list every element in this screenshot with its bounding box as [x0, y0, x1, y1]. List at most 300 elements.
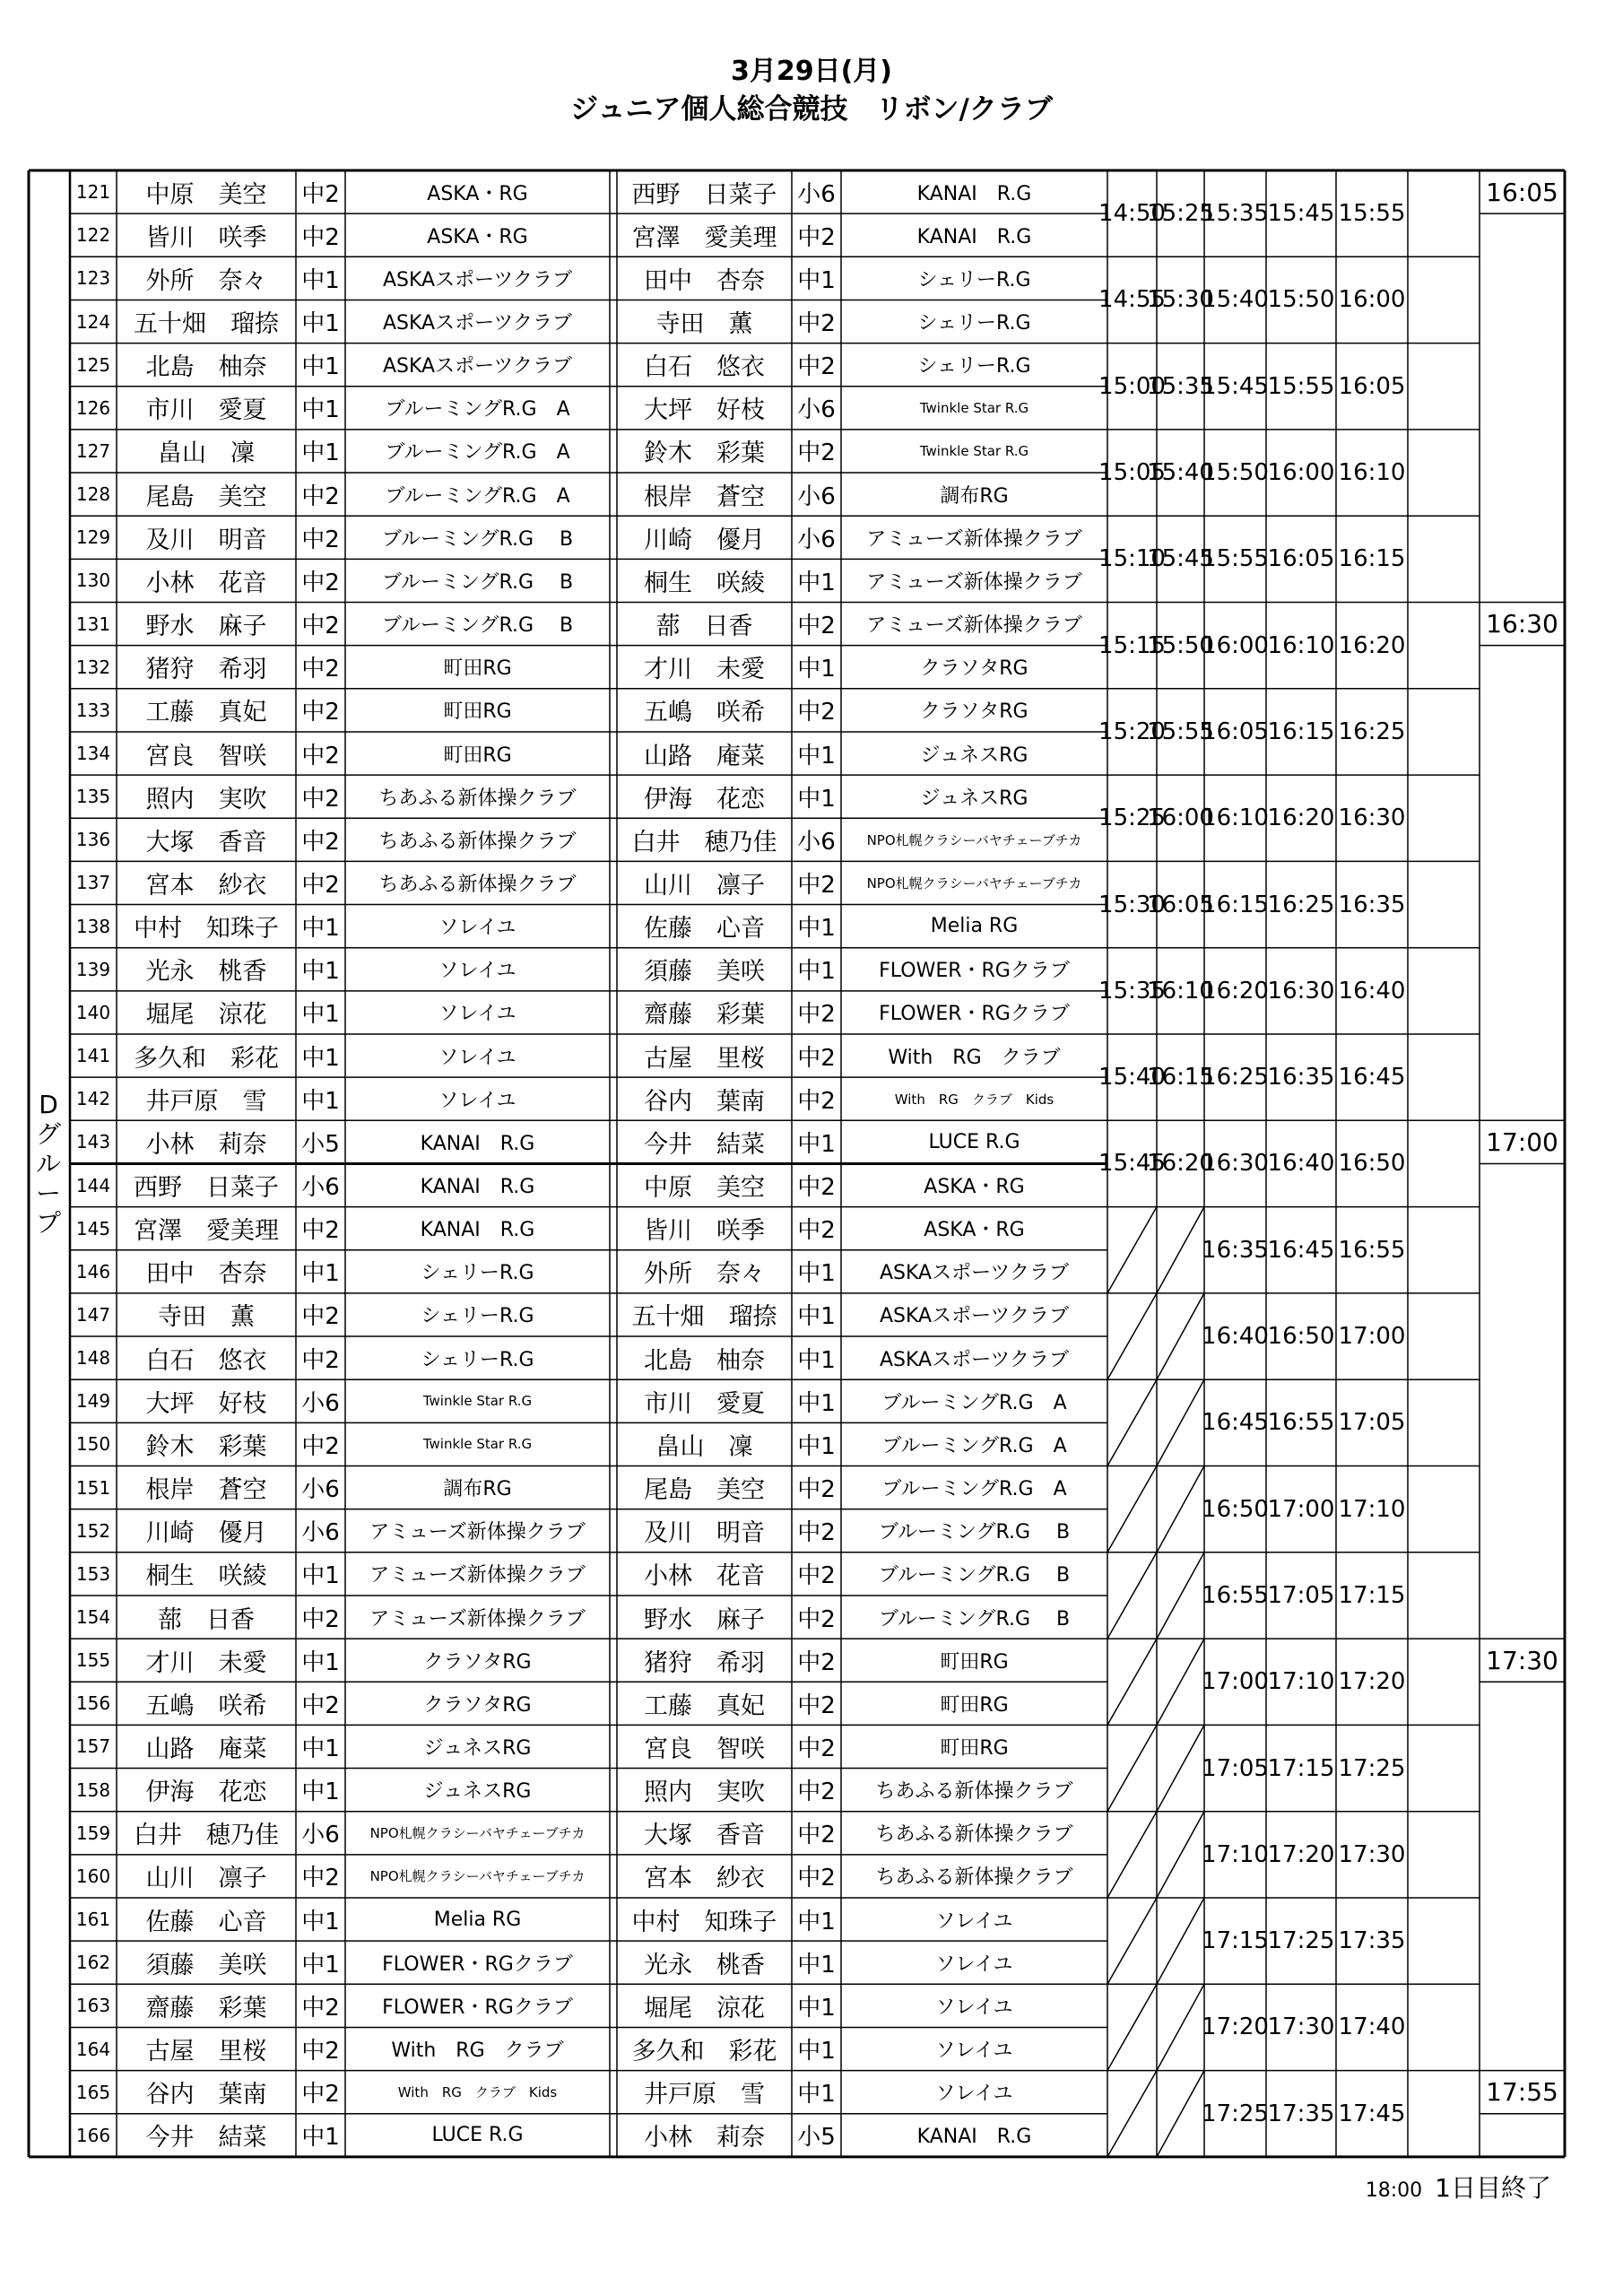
slot-time: 17:30	[1338, 1840, 1406, 1868]
athlete-name: 宮本 紗衣	[644, 1865, 765, 1893]
empty-cell-slash	[1107, 1207, 1157, 1293]
grade: 中1	[301, 915, 340, 943]
entry-number: 161	[75, 1909, 111, 1931]
athlete-name: 皆川 咲季	[145, 223, 267, 252]
slot-time: 17:25	[1267, 1927, 1335, 1955]
club-name: クラソタRG	[423, 1650, 532, 1674]
athlete-name: 宮良 智咲	[644, 1735, 765, 1763]
grade: 中2	[301, 871, 340, 899]
club-name: Twinkle Star R.G	[422, 1436, 533, 1453]
grade: 中2	[301, 1432, 340, 1460]
group-label-char: プ	[36, 1208, 62, 1238]
grade: 中1	[797, 1303, 836, 1331]
slot-time: 15:55	[1267, 372, 1335, 400]
club-name: ソレイユ	[935, 1909, 1013, 1933]
club-name: ちあふる新体操クラブ	[875, 1823, 1073, 1847]
athlete-name: 古屋 里桜	[145, 2038, 267, 2066]
grade: 中2	[797, 613, 836, 640]
grade: 中1	[301, 1648, 340, 1676]
athlete-name: 北島 柚奈	[644, 1346, 765, 1375]
club-name: ブルーミングR.G B	[381, 614, 574, 638]
club-name: ブルーミングR.G A	[385, 398, 570, 422]
club-name: With RG クラブ	[391, 2039, 564, 2062]
club-name: ASKAスポーツクラブ	[382, 355, 572, 378]
athlete-name: 佐藤 心音	[644, 915, 765, 944]
slot-time: 15:45	[1202, 372, 1269, 400]
athlete-name: 山路 庵菜	[644, 742, 765, 770]
slot-time: 15:55	[1338, 200, 1406, 228]
club-name: 町田RG	[443, 657, 512, 681]
slot-time: 16:00	[1147, 804, 1214, 832]
slot-time: 15:05	[1098, 459, 1166, 487]
grade: 中2	[797, 223, 836, 251]
group-label-char: ル	[36, 1149, 62, 1178]
grade: 中2	[797, 1044, 836, 1072]
block-time: 17:30	[1486, 1645, 1558, 1675]
athlete-name: 外所 奈々	[644, 1260, 765, 1289]
grade: 中2	[301, 656, 340, 683]
athlete-name: 中村 知珠子	[134, 915, 279, 944]
day-end-note	[1366, 2169, 1551, 2205]
grade: 中2	[797, 1519, 836, 1547]
group-label-char: D	[39, 1090, 58, 1119]
club-name: 町田RG	[443, 700, 512, 724]
slot-time: 15:10	[1098, 545, 1166, 573]
block-time: 16:30	[1486, 609, 1558, 639]
athlete-name: 照内 実吹	[644, 1779, 765, 1807]
athlete-name: 白石 悠衣	[644, 353, 765, 382]
grade: 中2	[301, 2081, 340, 2109]
entry-number: 156	[75, 1692, 111, 1715]
grade: 中2	[301, 1346, 340, 1374]
grade: 小5	[797, 2124, 836, 2152]
slot-time: 16:15	[1338, 545, 1406, 573]
grade: 中2	[301, 1994, 340, 2022]
club-name: ちあふる新体操クラブ	[378, 830, 577, 853]
club-name: Twinkle Star R.G	[422, 1393, 533, 1410]
entry-number: 166	[75, 2124, 111, 2146]
slot-time: 15:55	[1147, 718, 1214, 745]
athlete-name: 工藤 真妃	[644, 1692, 765, 1720]
club-name: ジュネスRG	[920, 744, 1028, 767]
slot-time: 17:20	[1202, 2013, 1269, 2041]
athlete-name: 白井 穂乃佳	[631, 828, 777, 857]
slot-time: 17:00	[1338, 1323, 1406, 1351]
grade: 中1	[301, 1908, 340, 1935]
empty-cell-slash	[1107, 2071, 1157, 2157]
entry-number: 133	[75, 699, 111, 721]
entry-number: 159	[75, 1822, 111, 1844]
grade: 中2	[797, 1822, 836, 1849]
athlete-name: 市川 愛夏	[145, 396, 267, 425]
athlete-name: 大坪 好枝	[145, 1389, 267, 1418]
athlete-name: 野水 麻子	[145, 613, 267, 641]
athlete-name: 光永 桃香	[644, 1951, 765, 1979]
athlete-name: 中原 美空	[644, 1174, 765, 1202]
slot-time: 16:55	[1338, 1236, 1406, 1264]
grade: 中1	[797, 1130, 836, 1158]
slot-time: 16:45	[1338, 1064, 1406, 1091]
slot-time: 15:25	[1147, 200, 1214, 228]
athlete-name: 工藤 真妃	[145, 699, 267, 727]
slot-time: 16:20	[1338, 631, 1406, 659]
slot-time: 16:55	[1267, 1409, 1335, 1437]
slot-time: 17:00	[1202, 1668, 1269, 1696]
athlete-name: 宮澤 愛美理	[631, 223, 777, 252]
club-name: ASKAスポーツクラブ	[382, 268, 572, 291]
club-name: ブルーミングR.G A	[385, 484, 570, 508]
grade: 中2	[797, 1087, 836, 1115]
entry-number: 164	[75, 2038, 111, 2060]
slot-time: 17:10	[1267, 1668, 1335, 1696]
athlete-name: 須藤 美咲	[145, 1951, 267, 1979]
athlete-name: 五十畑 瑠捺	[631, 1303, 777, 1332]
athlete-name: 鈴木 彩葉	[644, 439, 765, 468]
club-name: ソレイユ	[935, 1996, 1013, 2019]
athlete-name: 五嶋 咲希	[644, 699, 765, 727]
grade: 中1	[797, 1432, 836, 1460]
club-name: シェリーR.G	[421, 1305, 534, 1328]
club-name: ちあふる新体操クラブ	[875, 1780, 1073, 1804]
athlete-name: 中村 知珠子	[631, 1908, 777, 1936]
athlete-name: 田中 杏奈	[644, 266, 765, 295]
club-name: With RG クラブ	[888, 1046, 1061, 1069]
entry-number: 140	[75, 1001, 111, 1023]
slot-time: 17:20	[1338, 1668, 1406, 1696]
slot-time: 17:30	[1267, 2013, 1335, 2041]
grade: 中1	[301, 396, 340, 424]
grade: 中1	[797, 1951, 836, 1979]
slot-time: 16:50	[1338, 1150, 1406, 1178]
club-name: ブルーミングR.G B	[878, 1607, 1071, 1631]
club-name: FLOWER・RGクラブ	[382, 1952, 573, 1976]
grade: 中1	[797, 1346, 836, 1374]
club-name: KANAI R.G	[916, 182, 1032, 205]
slot-time: 16:25	[1202, 1064, 1269, 1091]
grade: 小6	[797, 180, 836, 208]
grade: 小6	[301, 1174, 340, 1201]
entry-number: 134	[75, 743, 111, 764]
club-name: Twinkle Star R.G	[919, 442, 1029, 459]
slot-time: 16:40	[1202, 1323, 1269, 1351]
slot-time: 17:25	[1338, 1754, 1406, 1782]
slot-time: 16:10	[1202, 804, 1269, 832]
slot-time: 16:55	[1202, 1581, 1269, 1609]
grade: 中2	[797, 871, 836, 899]
club-name: KANAI R.G	[420, 1176, 535, 1198]
club-name: ASKAスポーツクラブ	[382, 312, 572, 335]
athlete-name: 畠山 凜	[655, 1432, 753, 1461]
grade: 中2	[301, 526, 340, 553]
athlete-name: 山路 庵菜	[145, 1735, 267, 1763]
club-name: ジュネスRG	[423, 1780, 532, 1804]
slot-time: 17:15	[1338, 1581, 1406, 1609]
group-label	[36, 1090, 61, 1238]
slot-time: 17:35	[1338, 1927, 1406, 1955]
grade: 中2	[797, 439, 836, 467]
slot-time: 16:35	[1267, 1064, 1335, 1091]
slot-time: 15:45	[1098, 1150, 1166, 1178]
entry-number: 158	[75, 1779, 111, 1801]
athlete-name: 白石 悠衣	[145, 1346, 267, 1375]
club-name: ASKA・RG	[924, 1219, 1025, 1242]
club-name: ASKA・RG	[924, 1176, 1025, 1198]
athlete-name: 谷内 葉南	[644, 1087, 765, 1116]
empty-cell-slash	[1107, 1725, 1157, 1811]
entry-number: 145	[75, 1217, 111, 1239]
block-time: 17:00	[1486, 1126, 1558, 1157]
club-name: NPO札幌クラシーバヤチェーブチカ	[866, 831, 1082, 848]
slot-time: 15:40	[1202, 286, 1269, 314]
entry-number: 122	[75, 224, 111, 247]
slot-time: 17:00	[1267, 1495, 1335, 1523]
athlete-name: 川崎 優月	[644, 526, 765, 554]
grade: 小5	[301, 1130, 340, 1158]
grade: 中1	[301, 1779, 340, 1806]
grade: 中2	[301, 613, 340, 640]
slot-time: 15:50	[1202, 459, 1269, 487]
club-name: FLOWER・RGクラブ	[879, 960, 1070, 983]
club-name: アミューズ新体操クラブ	[369, 1564, 586, 1587]
club-name: ちあふる新体操クラブ	[875, 1866, 1073, 1890]
athlete-name: 白井 穂乃佳	[134, 1822, 279, 1850]
slot-time: 15:55	[1202, 545, 1269, 573]
slot-time: 17:45	[1338, 2100, 1406, 2127]
athlete-name: 古屋 里桜	[644, 1044, 765, 1073]
slot-time: 17:40	[1338, 2013, 1406, 2041]
grade: 中1	[301, 1735, 340, 1762]
club-name: アミューズ新体操クラブ	[866, 570, 1082, 594]
slot-time: 15:30	[1098, 891, 1166, 918]
slot-time: 15:00	[1098, 372, 1166, 400]
athlete-name: 宮良 智咲	[145, 742, 267, 770]
athlete-name: 田中 杏奈	[145, 1260, 267, 1289]
athlete-name: 根岸 蒼空	[145, 1476, 267, 1505]
entry-number: 143	[75, 1131, 111, 1153]
grade: 中1	[797, 1908, 836, 1935]
end-time: 18:00	[1365, 2179, 1423, 2202]
grade: 中2	[301, 569, 340, 596]
slot-time: 16:15	[1202, 891, 1269, 918]
grade: 中1	[797, 958, 836, 986]
grade: 中2	[797, 1217, 836, 1245]
club-name: KANAI R.G	[420, 1132, 535, 1155]
empty-cell-slash	[1157, 1293, 1204, 1379]
club-name: アミューズ新体操クラブ	[369, 1521, 586, 1544]
slot-time: 15:35	[1147, 372, 1214, 400]
grade: 小6	[797, 526, 836, 553]
slot-time: 16:40	[1338, 977, 1406, 1004]
slot-time: 15:35	[1202, 200, 1269, 228]
entry-number: 157	[75, 1735, 111, 1758]
slot-time: 16:35	[1338, 891, 1406, 918]
grade: 中1	[797, 569, 836, 596]
entry-number: 127	[75, 439, 111, 462]
grade: 中1	[301, 1087, 340, 1115]
entry-number: 141	[75, 1045, 111, 1067]
slot-time: 16:05	[1147, 891, 1214, 918]
slot-time: 15:40	[1147, 459, 1214, 487]
athlete-name: 才川 未愛	[644, 656, 765, 684]
club-name: FLOWER・RGクラブ	[879, 1003, 1070, 1026]
block-time: 17:55	[1486, 2077, 1558, 2108]
club-name: FLOWER・RGクラブ	[382, 1996, 573, 2019]
club-name: ソレイユ	[935, 2039, 1013, 2062]
slot-time: 16:15	[1147, 1064, 1214, 1091]
slot-time: 16:15	[1267, 718, 1335, 745]
slot-time: 15:15	[1098, 631, 1166, 659]
grade: 中2	[797, 310, 836, 337]
slot-time: 15:40	[1098, 1064, 1166, 1091]
club-name: ソレイユ	[438, 960, 516, 983]
slot-time: 16:20	[1147, 1150, 1214, 1178]
athlete-name: 大坪 好枝	[644, 396, 765, 425]
entry-number: 155	[75, 1649, 111, 1672]
club-name: Melia RG	[930, 915, 1019, 938]
athlete-name: 川崎 優月	[145, 1519, 267, 1548]
slot-time: 15:50	[1267, 286, 1335, 314]
club-name: ソレイユ	[438, 1003, 516, 1026]
club-name: KANAI R.G	[420, 1219, 535, 1242]
athlete-name: 才川 未愛	[145, 1648, 267, 1677]
club-name: ジュネスRG	[920, 787, 1028, 810]
athlete-name: 野水 麻子	[644, 1605, 765, 1634]
slot-time: 16:25	[1338, 718, 1406, 745]
athlete-name: 伊海 花恋	[145, 1779, 267, 1807]
entry-number: 150	[75, 1433, 111, 1456]
grade: 中1	[797, 1389, 836, 1417]
entry-number: 162	[75, 1952, 111, 1974]
club-name: アミューズ新体操クラブ	[866, 527, 1082, 551]
athlete-name: 及川 明音	[644, 1519, 765, 1548]
club-name: NPO札幌クラシーバヤチェーブチカ	[866, 874, 1082, 891]
slot-time: 16:00	[1338, 286, 1406, 314]
group-label-char: ー	[36, 1178, 62, 1208]
club-name: LUCE R.G	[431, 2124, 524, 2147]
grade: 中2	[797, 1735, 836, 1762]
slot-time: 16:45	[1202, 1409, 1269, 1437]
grade: 中1	[797, 1260, 836, 1288]
club-name: 町田RG	[940, 1736, 1009, 1760]
athlete-name: 及川 明音	[145, 526, 267, 554]
entry-number: 128	[75, 483, 111, 506]
slot-time: 16:05	[1202, 718, 1269, 745]
club-name: クラソタRG	[920, 657, 1028, 681]
athlete-name: 中原 美空	[145, 180, 267, 209]
club-name: ちあふる新体操クラブ	[378, 873, 577, 896]
entry-number: 148	[75, 1347, 111, 1370]
club-name: Melia RG	[433, 1908, 522, 1931]
slot-time: 16:10	[1338, 459, 1406, 487]
athlete-name: 蔀 日香	[158, 1605, 255, 1634]
athlete-name: 桐生 咲綾	[145, 1562, 267, 1591]
grade: 中2	[301, 828, 340, 856]
athlete-name: 桐生 咲綾	[644, 569, 765, 597]
athlete-name: 鈴木 彩葉	[145, 1432, 267, 1461]
slot-time: 17:35	[1267, 2100, 1335, 2127]
athlete-name: 小林 花音	[145, 569, 267, 597]
slot-time: 16:05	[1267, 545, 1335, 573]
club-name: ソレイユ	[438, 917, 516, 940]
slot-time: 16:00	[1267, 459, 1335, 487]
slot-time: 17:15	[1202, 1927, 1269, 1955]
slot-time: 16:05	[1338, 372, 1406, 400]
empty-cell-slash	[1157, 1466, 1204, 1552]
grade: 中1	[797, 915, 836, 943]
group-label-char: グ	[36, 1119, 62, 1149]
athlete-name: 宮本 紗衣	[145, 871, 267, 900]
grade: 中2	[301, 785, 340, 813]
club-name: シェリーR.G	[421, 1262, 534, 1285]
club-name: 調布RG	[443, 1478, 512, 1501]
grade: 中1	[301, 958, 340, 986]
athlete-name: 五十畑 瑠捺	[134, 310, 279, 338]
entry-number: 163	[75, 1995, 111, 2017]
slot-time: 15:45	[1267, 200, 1335, 228]
grade: 中2	[301, 1692, 340, 1719]
grade: 中1	[797, 785, 836, 813]
grade: 中1	[301, 2124, 340, 2152]
entry-number: 126	[75, 396, 111, 419]
athlete-name: 寺田 薫	[655, 310, 753, 338]
athlete-name: 西野 日菜子	[134, 1174, 279, 1202]
entry-number: 123	[75, 267, 111, 290]
athlete-name: 大塚 香音	[145, 828, 267, 857]
athlete-name: 齋藤 彩葉	[644, 1001, 765, 1030]
grade: 中2	[301, 2038, 340, 2065]
club-name: ブルーミングR.G B	[381, 527, 574, 551]
club-name: ASKAスポーツクラブ	[879, 1348, 1069, 1371]
entry-number: 153	[75, 1562, 111, 1585]
slot-time: 16:20	[1267, 804, 1335, 832]
slot-time: 14:55	[1098, 286, 1166, 314]
athlete-name: 五嶋 咲希	[145, 1692, 267, 1720]
empty-cell-slash	[1157, 1379, 1204, 1465]
athlete-name: 小林 莉奈	[644, 2124, 765, 2152]
grade: 中2	[301, 223, 340, 251]
entry-number: 144	[75, 1174, 111, 1196]
athlete-name: 根岸 蒼空	[644, 483, 765, 511]
entry-number: 129	[75, 526, 111, 549]
slot-time: 16:30	[1202, 1150, 1269, 1178]
athlete-name: 照内 実吹	[145, 785, 267, 813]
slot-time: 16:20	[1202, 977, 1269, 1004]
athlete-name: 猪狩 希羽	[145, 656, 267, 684]
slot-time: 17:25	[1202, 2100, 1269, 2127]
empty-cell-slash	[1157, 1812, 1204, 1898]
slot-time: 16:30	[1267, 977, 1335, 1004]
grade: 中2	[797, 1476, 836, 1504]
club-name: NPO札幌クラシーバヤチェーブチカ	[369, 1868, 586, 1885]
club-name: ASKAスポーツクラブ	[879, 1262, 1069, 1285]
empty-cell-slash	[1157, 1898, 1204, 1984]
end-text: 1日目終了	[1435, 2173, 1551, 2203]
club-name: KANAI R.G	[916, 2126, 1032, 2149]
club-name: ソレイユ	[438, 1046, 516, 1069]
athlete-name: 佐藤 心音	[145, 1908, 267, 1936]
grade: 小6	[301, 1822, 340, 1849]
slot-time: 16:35	[1202, 1236, 1269, 1264]
grade: 中2	[301, 483, 340, 510]
entry-number: 132	[75, 656, 111, 678]
athlete-name: 尾島 美空	[644, 1476, 765, 1505]
club-name: ブルーミングR.G B	[381, 570, 574, 594]
slot-time: 17:05	[1338, 1409, 1406, 1437]
empty-cell-slash	[1107, 1466, 1157, 1552]
grade: 中2	[797, 1001, 836, 1029]
entry-number: 130	[75, 570, 111, 592]
slot-time: 17:15	[1267, 1754, 1335, 1782]
